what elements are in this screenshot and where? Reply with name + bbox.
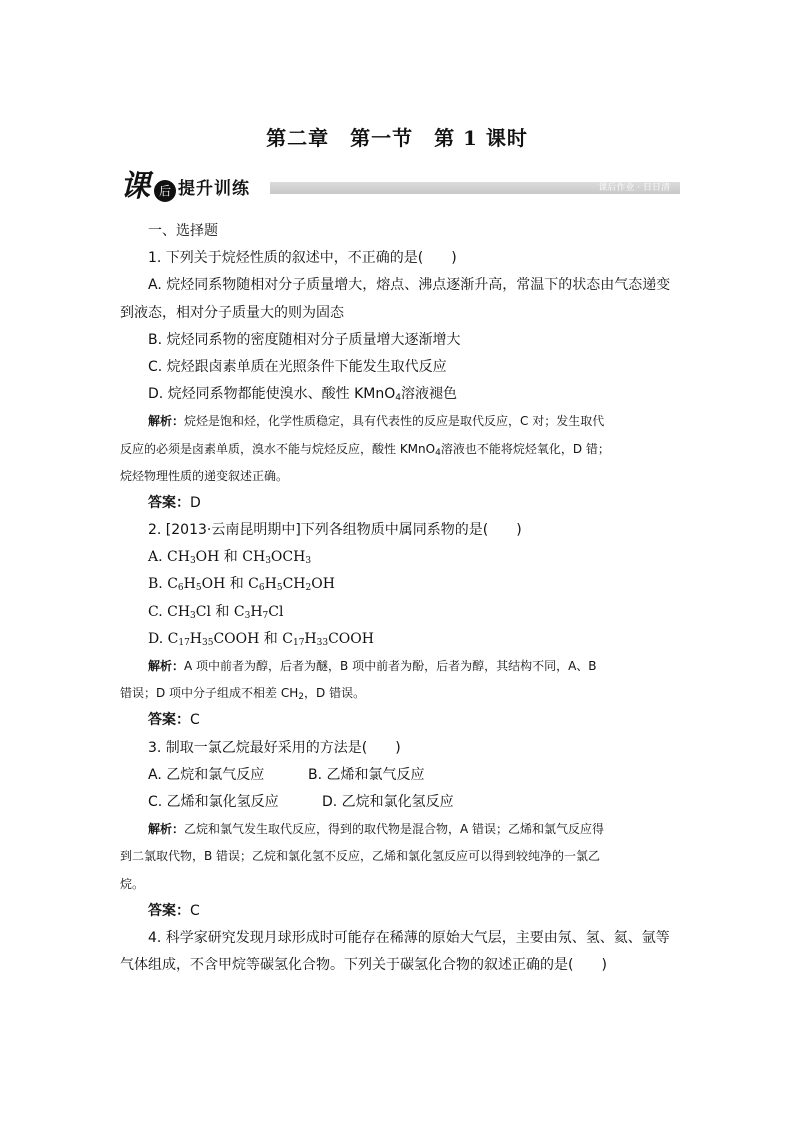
q1-exp2-text-end: 溶液也不能将烷烃氧化，D 错； <box>440 441 610 456</box>
q2-d-t1: D. C <box>148 630 179 647</box>
q2-b-t4: H <box>264 576 277 593</box>
q1-option-a: A. 烷烃同系物随相对分子质量增大，熔点、沸点逐渐升高，常温下的状态由气态递变 <box>148 277 671 294</box>
q3-options-cd <box>120 789 680 816</box>
q2-d-t3: COOH 和 C <box>213 630 293 647</box>
q2-a-s3: 3 <box>305 556 312 567</box>
q2-a-t3: OCH <box>270 549 306 566</box>
q1-answer <box>120 490 680 517</box>
q2-c-s1: 3 <box>190 610 196 621</box>
q2-stem: 2. [2013·云南昆明期中]下列各组物质中属同系物的是( ) <box>148 522 522 539</box>
q1-option-b: B. 烷烃同系物的密度随相对分子质量增大逐渐增大 <box>148 331 461 348</box>
q2-exp-line1: A 项中前者为醇，后者为醚，B 项中前者为酚，后者为醇，其结构不同，A、B <box>184 659 597 673</box>
banner-tagline: 课后作业 · 日日清 <box>598 183 670 193</box>
q2-c-s2: 3 <box>244 610 251 621</box>
q1-exp-label: 解析： <box>148 414 185 429</box>
banner-logo-badge: 后 <box>154 180 176 202</box>
q2-b-t3: OH 和 C <box>201 576 259 593</box>
q1-d-text-end: 溶液褪色 <box>401 386 458 403</box>
q1-exp2-text: 反应的必须是卤素单质，溴水不能与烷烃反应，酸性 KMnO <box>120 441 436 456</box>
q1-d-sub: 4 <box>395 393 402 404</box>
q2-option-b <box>120 571 680 598</box>
q3-exp-label: 解析： <box>148 822 185 837</box>
q1-option-a-cont: 到液态，相对分子质量大的则为固态 <box>120 304 344 321</box>
q1-option-d <box>120 381 680 408</box>
q1-option-c: C. 烷烃跟卤素单质在光照条件下能发生取代反应 <box>148 358 447 375</box>
q2-option-d <box>120 626 680 653</box>
q2-c-t4: Cl <box>268 603 284 620</box>
q2-d-s1: 17 <box>178 637 190 648</box>
q1-d-text: D. 烷烃同系物都能使溴水、酸性 KMnO <box>148 386 396 403</box>
q2-c-t3: H <box>250 603 263 620</box>
q3-options-ab <box>120 762 680 789</box>
q2-b-t6: OH <box>311 576 335 593</box>
q2-b-t2: H <box>183 576 196 593</box>
q2-c-s3: 7 <box>262 610 269 621</box>
q2-a-s1: 3 <box>189 556 196 567</box>
q2-a-t1: A. CH <box>148 549 190 566</box>
q2-option-a <box>120 544 680 571</box>
q1-answer-label: 答案： <box>148 494 190 511</box>
q2-b-s2: 5 <box>195 583 202 594</box>
q2-exp2-text-end: ，D 错误。 <box>304 686 366 701</box>
q3-exp-line1: 乙烷和氯气发生取代反应，得到的取代物是混合物，A 错误；乙烯和氯气反应得 <box>184 822 605 837</box>
q2-a-s2: 3 <box>265 556 271 567</box>
q1-exp2-sub: 4 <box>435 447 441 458</box>
q3-option-c: C. 乙烯和氯化氢反应 <box>148 793 279 810</box>
banner-bar <box>270 182 680 194</box>
q2-b-t1: B. C <box>148 576 178 593</box>
q2-answer-value: C <box>190 712 200 729</box>
q4-stem-cont: 气体组成，不含甲烷等碳氢化合物。下列关于碳氢化合物的叙述正确的是( ) <box>120 957 607 974</box>
q1-stem: 1. 下列关于烷烃性质的叙述中，不正确的是( ) <box>148 250 457 267</box>
q2-explanation-line2 <box>120 680 680 707</box>
q2-exp2-sub: 2 <box>298 692 305 703</box>
q3-explanation-line3: 烷。 <box>120 876 145 891</box>
q3-answer <box>120 898 680 925</box>
q3-answer-value: C <box>190 902 200 919</box>
q2-b-s4: 5 <box>276 583 283 594</box>
q2-d-t2: H <box>189 630 203 647</box>
q2-d-t5: COOH <box>328 630 374 647</box>
section-banner <box>120 168 680 208</box>
q3-explanation <box>120 816 680 843</box>
q2-d-s4: 33 <box>316 637 329 648</box>
q2-answer-label: 答案： <box>148 712 190 729</box>
q1-explanation-line2 <box>120 436 680 463</box>
banner-logo: 课 <box>120 169 150 204</box>
q2-answer <box>120 707 680 734</box>
q1-exp-line1: 烷烃是饱和烃，化学性质稳定，具有代表性的反应是取代反应，C 对；发生取代 <box>184 414 605 429</box>
q2-b-s3: 6 <box>258 583 265 594</box>
q2-b-t5: CH <box>282 576 306 593</box>
q3-explanation-line2: 到二氯取代物，B 错误；乙烷和氯化氢不反应，乙烯和氯化氢反应可以得到较纯净的一氯乙 <box>120 849 601 864</box>
exercise-content <box>120 218 680 979</box>
q2-option-c <box>120 599 680 626</box>
q2-b-s5: 2 <box>305 583 312 594</box>
q2-c-t1: C. CH <box>148 603 191 620</box>
page-title: 第二章 第一节 第 1 课时 <box>266 126 528 150</box>
q2-c-t2: Cl 和 C <box>195 603 245 620</box>
q3-answer-label: 答案： <box>148 902 190 919</box>
q2-b-s1: 6 <box>177 583 184 594</box>
q2-exp2-text: 错误；D 项中分子组成不相差 CH <box>120 686 299 701</box>
banner-heading: 提升训练 <box>178 179 250 199</box>
q2-d-s2: 35 <box>202 637 214 648</box>
q1-answer-value: D <box>190 494 201 511</box>
q2-a-t2: OH 和 CH <box>195 549 266 566</box>
q3-option-b: B. 乙烯和氯气反应 <box>308 766 425 783</box>
section-heading: 一、选择题 <box>148 223 218 239</box>
q1-explanation-line3: 烷烃物理性质的递变叙述正确。 <box>120 468 289 483</box>
q3-option-d: D. 乙烷和氯化氢反应 <box>322 793 454 810</box>
q2-explanation <box>120 653 680 680</box>
q3-stem: 3. 制取一氯乙烷最好采用的方法是( ) <box>148 739 401 756</box>
q2-d-t4: H <box>304 630 317 647</box>
q1-explanation <box>120 408 680 435</box>
q2-d-s3: 17 <box>292 637 305 648</box>
q3-option-a: A. 乙烷和氯气反应 <box>148 766 265 783</box>
q4-stem: 4. 科学家研究发现月球形成时可能存在稀薄的原始大气层，主要由氖、氢、氦、氩等 <box>148 929 670 946</box>
q2-exp-label: 解析： <box>148 659 185 673</box>
